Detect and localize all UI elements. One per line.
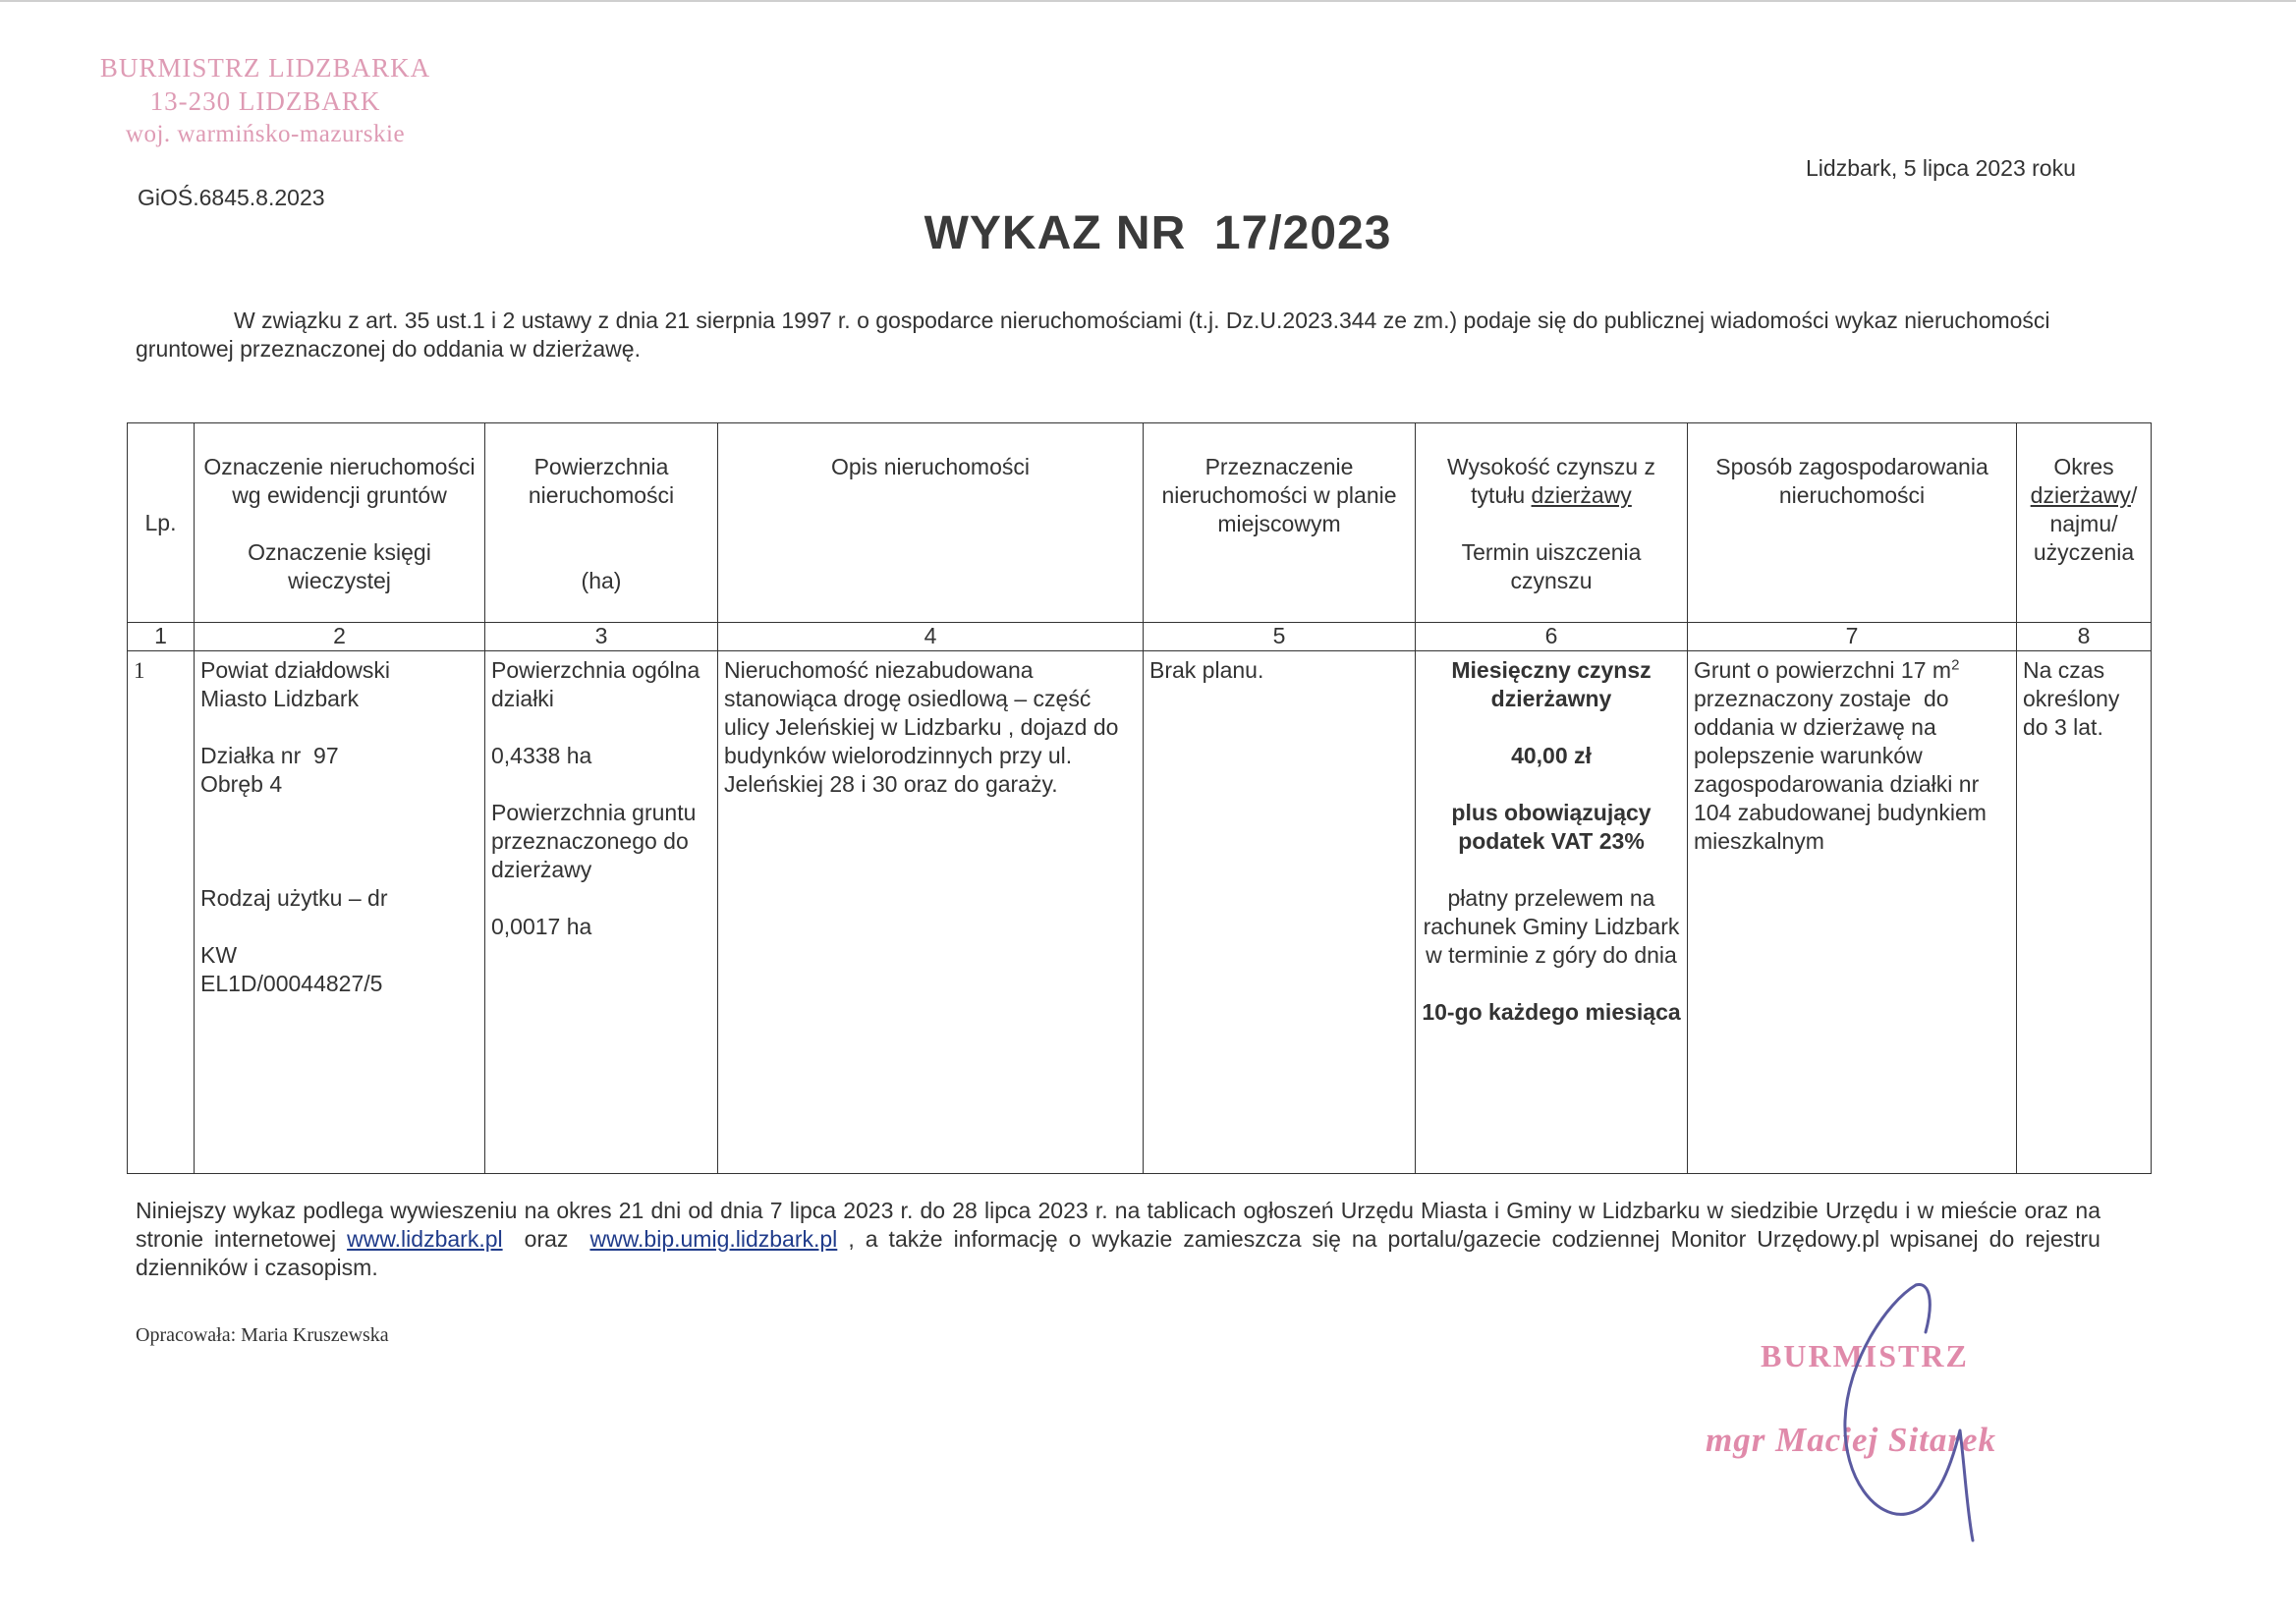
scan-edge (0, 0, 2296, 2)
handwritten-signature (1827, 1273, 2024, 1568)
row-description: Nieruchomość niezabudowana stanowiąca drogę osiedlową – część ulicy Jeleńskiej w Lidzbarku , dojazd do budynków wielorodzinnych przy ul. Jeleńskiej 28 i 30 oraz do garaży. (718, 651, 1144, 1174)
table-header-row (128, 423, 2152, 623)
row-purpose: Brak planu. (1144, 651, 1416, 1174)
column-number: 3 (485, 623, 718, 651)
row-use: Grunt o powierzchni 17 $m^2$ przeznaczony zostaje do oddania w dzierżawę na polepszenie warunków zagospodarowania działki nr 104 zabudowanej budynkiem mieszkalnym (1688, 651, 2017, 1174)
column-number: 7 (1688, 623, 2017, 651)
row-designation: Powiat działdowski Miasto Lidzbark Działka nr 97 Obręb 4 Rodzaj użytku – dr KW EL1D/00044827/5 (195, 651, 485, 1174)
row-area: Powierzchnia ogólna działki 0,4338 ha Powierzchnia gruntu przeznaczonego do dzierżawy 0,0017 ha (485, 651, 718, 1174)
row-period: Na czas określony do 3 lat. (2017, 651, 2152, 1174)
intro-paragraph: W związku z art. 35 ust.1 i 2 ustawy z dnia 21 sierpnia 1997 r. o gospodarce nieruchomościami (t.j. Dz.U.2023.344 ze zm.) podaje się do publicznej wiadomości wykaz nieruchomości gruntowej przeznaczonej do oddania w dzierżawę. (136, 308, 2050, 362)
column-number: 4 (718, 623, 1144, 651)
header-purpose: Przeznaczenie nieruchomości w planie miejscowym (1144, 423, 1416, 623)
row-rent: Miesięczny czynsz dzierżawny 40,00 zł plus obowiązujący podatek VAT 23% płatny przelewem na rachunek Gminy Lidzbark w terminie z góry do dnia 10-go każdego miesiąca (1416, 651, 1688, 1174)
stamp-line-3: woj. warmińsko-mazurskie (125, 121, 406, 147)
header-use: Sposób zagospodarowania nieruchomości (1688, 423, 2017, 623)
reference-number: GiOŚ.6845.8.2023 (138, 185, 325, 210)
column-number: 2 (195, 623, 485, 651)
bip-link[interactable]: www.bip.umig.lidzbark.pl (589, 1226, 838, 1252)
table-row (128, 651, 2152, 1174)
column-number-row (128, 623, 2152, 651)
column-number: 1 (128, 623, 195, 651)
signature-stroke (1845, 1285, 1973, 1540)
column-number: 6 (1416, 623, 1688, 651)
footer-paragraph: Niniejszy wykaz podlega wywieszeniu na okres 21 dni od dnia 7 lipca 2023 r. do 28 lipca 2023 r. na tablicach ogłoszeń Urzędu Miasta i Gminy w Lidzbarku w siedzibie Urzędu i w mieście oraz na stronie internetowej www.lidzbark.pl oraz www.bip.umig.lidzbark.pl , a także informację o wykazie zamieszcza się na portalu/gazecie codziennej Monitor Urzędowy.pl wpisanej do rejestru dzienników i czasopism. (136, 1198, 2100, 1280)
column-number: 8 (2017, 623, 2152, 651)
header-area: Powierzchnia nieruchomości (ha) (485, 423, 718, 623)
header-lp: Lp. (128, 423, 195, 623)
header-rent: Wysokość czynszu z tytułu dzierżawy Termin uiszczenia czynszu (1416, 423, 1688, 623)
place-date: Lidzbark, 5 lipca 2023 roku (1806, 155, 2076, 181)
office-stamp (79, 51, 452, 151)
prepared-by: Opracowała: Maria Kruszewska (136, 1324, 389, 1346)
column-number: 5 (1144, 623, 1416, 651)
header-period: Okres dzierżawy/ najmu/ użyczenia (2017, 423, 2152, 623)
lidzbark-link[interactable]: www.lidzbark.pl (347, 1226, 503, 1252)
stamp-line-2: 13-230 LIDZBARK (149, 86, 381, 116)
document-title: WYKAZ NR 17/2023 (924, 207, 1392, 259)
stamp-line-1: BURMISTRZ LIDZBARKA (99, 53, 431, 83)
property-table (127, 422, 2152, 1174)
header-description: Opis nieruchomości (718, 423, 1144, 623)
header-designation: Oznaczenie nieruchomości wg ewidencji gruntów Oznaczenie księgi wieczystej (195, 423, 485, 623)
signature-title-stamp: BURMISTRZ (1761, 1338, 1969, 1373)
row-lp: 1 (128, 651, 195, 1174)
signature-name-stamp: mgr Maciej Sitarek (1706, 1421, 1997, 1459)
